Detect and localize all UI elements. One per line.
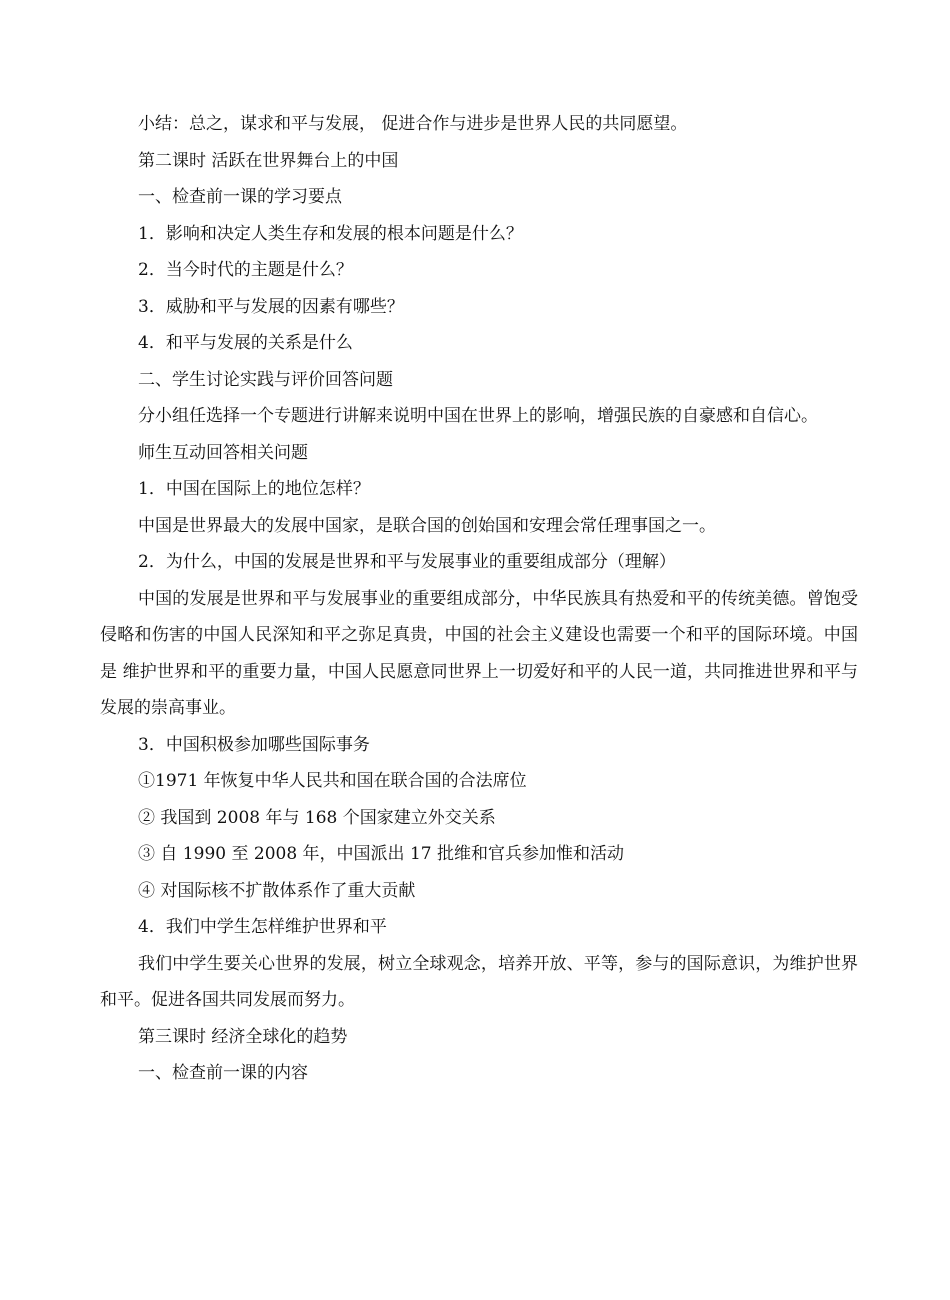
section-review-heading-2: 一、检查前一课的内容 bbox=[138, 1063, 308, 1083]
document-body bbox=[100, 106, 858, 1092]
question-china-development: 2．为什么，中国的发展是世界和平与发展事业的重要组成部分（理解） bbox=[138, 552, 676, 572]
lesson-three-heading: 第三课时 经济全球化的趋势 bbox=[138, 1026, 348, 1047]
answer-china-status: 中国是世界最大的发展中国家，是联合国的创始国和安理会常任理事国之一。 bbox=[138, 515, 716, 536]
china-development-paragraph: 中国的发展是世界和平与发展事业的重要组成部分，中华民族具有热爱和平的传统美德。曾饱受侵略和伤害的中国人民深知和平之弥足真贵，中国的社会主义建设也需要一个和平的国际环境。中国是 维护世界和平的重要力量，中国人民愿意同世界上一切爱好和平的人民一道，共同推进世界和平与发展的崇高事业。 bbox=[100, 588, 858, 718]
question-china-status: 1．中国在国际上的地位怎样？ bbox=[138, 479, 370, 499]
affairs-item-3: ③ 自 1990 至 2008 年，中国派出 17 批维和官兵参加惟和活动 bbox=[138, 844, 624, 864]
question-students-peace: 4．我们中学生怎样维护世界和平 bbox=[138, 917, 387, 937]
group-discussion-paragraph: 分小组任选择一个专题进行讲解来说明中国在世界上的影响，增强民族的自豪感和自信心。 bbox=[138, 406, 818, 426]
section-review-heading: 一、检查前一课的学习要点 bbox=[138, 187, 342, 207]
affairs-item-4: ④ 对国际核不扩散体系作了重大贡献 bbox=[138, 880, 416, 901]
lesson-two-heading: 第二课时 活跃在世界舞台上的中国 bbox=[138, 150, 399, 171]
affairs-item-1: ①1971 年恢复中华人民共和国在联合国的合法席位 bbox=[138, 771, 527, 791]
section-discussion-heading: 二、学生讨论实践与评价回答问题 bbox=[138, 369, 393, 390]
interaction-heading: 师生互动回答相关问题 bbox=[138, 442, 308, 463]
review-question-4: 4．和平与发展的关系是什么 bbox=[138, 333, 353, 353]
question-international-affairs: 3．中国积极参加哪些国际事务 bbox=[138, 734, 370, 755]
review-question-3: 3．威胁和平与发展的因素有哪些？ bbox=[138, 296, 404, 317]
review-question-2: 2．当今时代的主题是什么？ bbox=[138, 260, 353, 280]
affairs-item-2: ② 我国到 2008 年与 168 个国家建立外交关系 bbox=[138, 807, 496, 828]
students-paragraph: 我们中学生要关心世界的发展，树立全球观念，培养开放、平等，参与的国际意识，为维护世界和平。促进各国共同发展而努力。 bbox=[100, 953, 858, 1010]
summary-line: 小结：总之，谋求和平与发展， 促进合作与进步是世界人民的共同愿望。 bbox=[138, 114, 688, 134]
review-question-1: 1．影响和决定人类生存和发展的根本问题是什么？ bbox=[138, 223, 523, 244]
